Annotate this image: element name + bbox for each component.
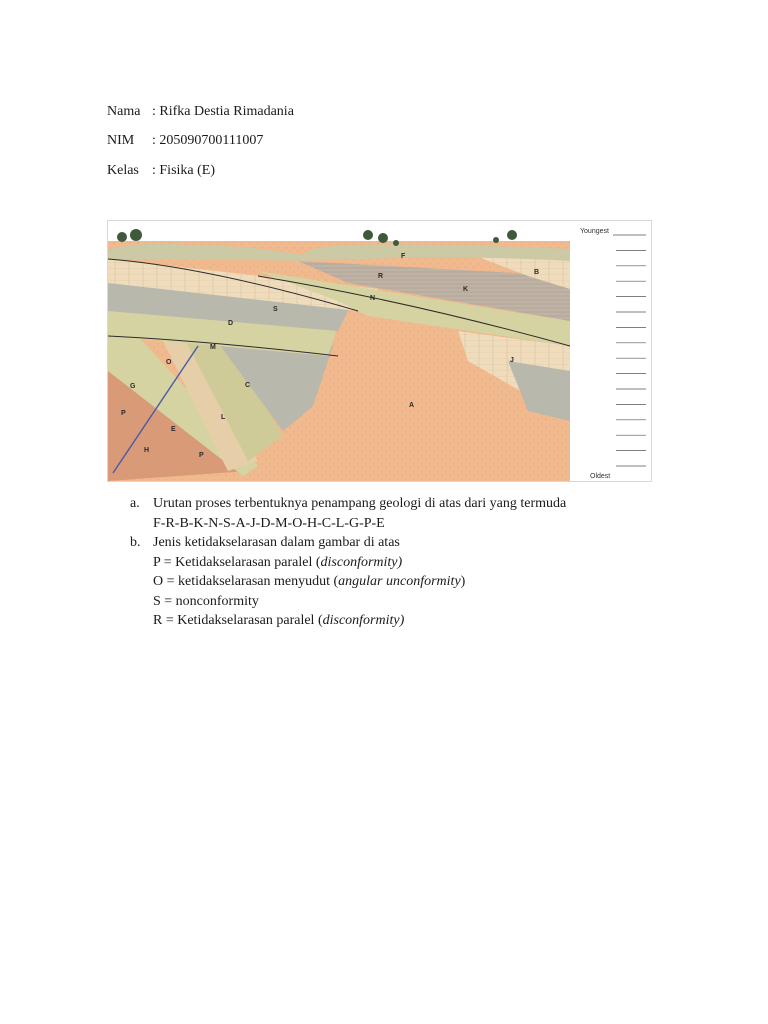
label-s: S [273,306,278,313]
list-item-a [130,494,730,533]
label-c: C [245,382,251,389]
item-b-p-prefix: P = Ketidakselarasan paralel ( [153,554,321,570]
label-p-bottom: P [199,452,204,459]
name-row [107,103,294,121]
class-value: : Fisika (E) [152,163,215,178]
label-a: A [409,402,415,409]
nim-value: : 205090700111007 [152,133,264,148]
item-b-r [153,611,730,631]
class-label: Kelas [107,163,139,178]
geology-cross-section-figure [107,220,652,482]
item-b-p [153,553,730,573]
item-b-r-term: disconformity) [322,613,405,628]
label-g: G [130,383,136,390]
label-l: L [221,414,226,421]
label-o: O [166,359,172,366]
oldest-label: Oldest [590,473,611,480]
list-item-b [130,533,730,631]
label-r: R [378,273,384,280]
class-row [107,162,215,180]
item-b-p-term: disconformity) [320,554,403,570]
label-j: J [510,357,514,364]
item-b-o-prefix: O = ketidakselarasan menyudut ( [153,574,339,589]
item-b-o-term: angular unconformity [338,574,461,589]
item-a-line1: Urutan proses terbentuknya penampang geologi di atas dari yang termuda [153,496,567,511]
cross-section-svg [108,221,652,482]
name-value: : Rifka Destia Rimadania [152,104,294,119]
nim-row [107,132,263,150]
label-d: D [228,320,234,327]
label-m: M [210,344,216,351]
item-b-r-prefix: R = Ketidakselarasan paralel ( [153,613,323,628]
item-a-sequence: F-R-B-K-N-S-A-J-D-M-O-H-C-L-G-P-E [153,515,385,531]
label-h: H [144,447,150,454]
item-b-o [153,572,730,592]
label-e: E [171,426,176,433]
item-b-s: S = nonconformity [153,593,259,609]
answer-panel [570,221,652,482]
label-b: B [534,269,540,276]
list-marker-a: a. [130,496,140,511]
label-p-left: P [121,410,126,417]
item-b-line1: Jenis ketidakselarasan dalam gambar di atas [153,535,400,550]
answer-list [130,494,730,631]
label-k: K [463,286,469,293]
nim-label: NIM [107,133,135,148]
name-label: Nama [107,104,141,119]
item-b-o-suffix: ) [460,574,466,589]
list-marker-b: b. [130,535,141,550]
youngest-label: Youngest [580,228,609,235]
label-f: F [401,253,406,260]
label-n: N [370,295,376,302]
